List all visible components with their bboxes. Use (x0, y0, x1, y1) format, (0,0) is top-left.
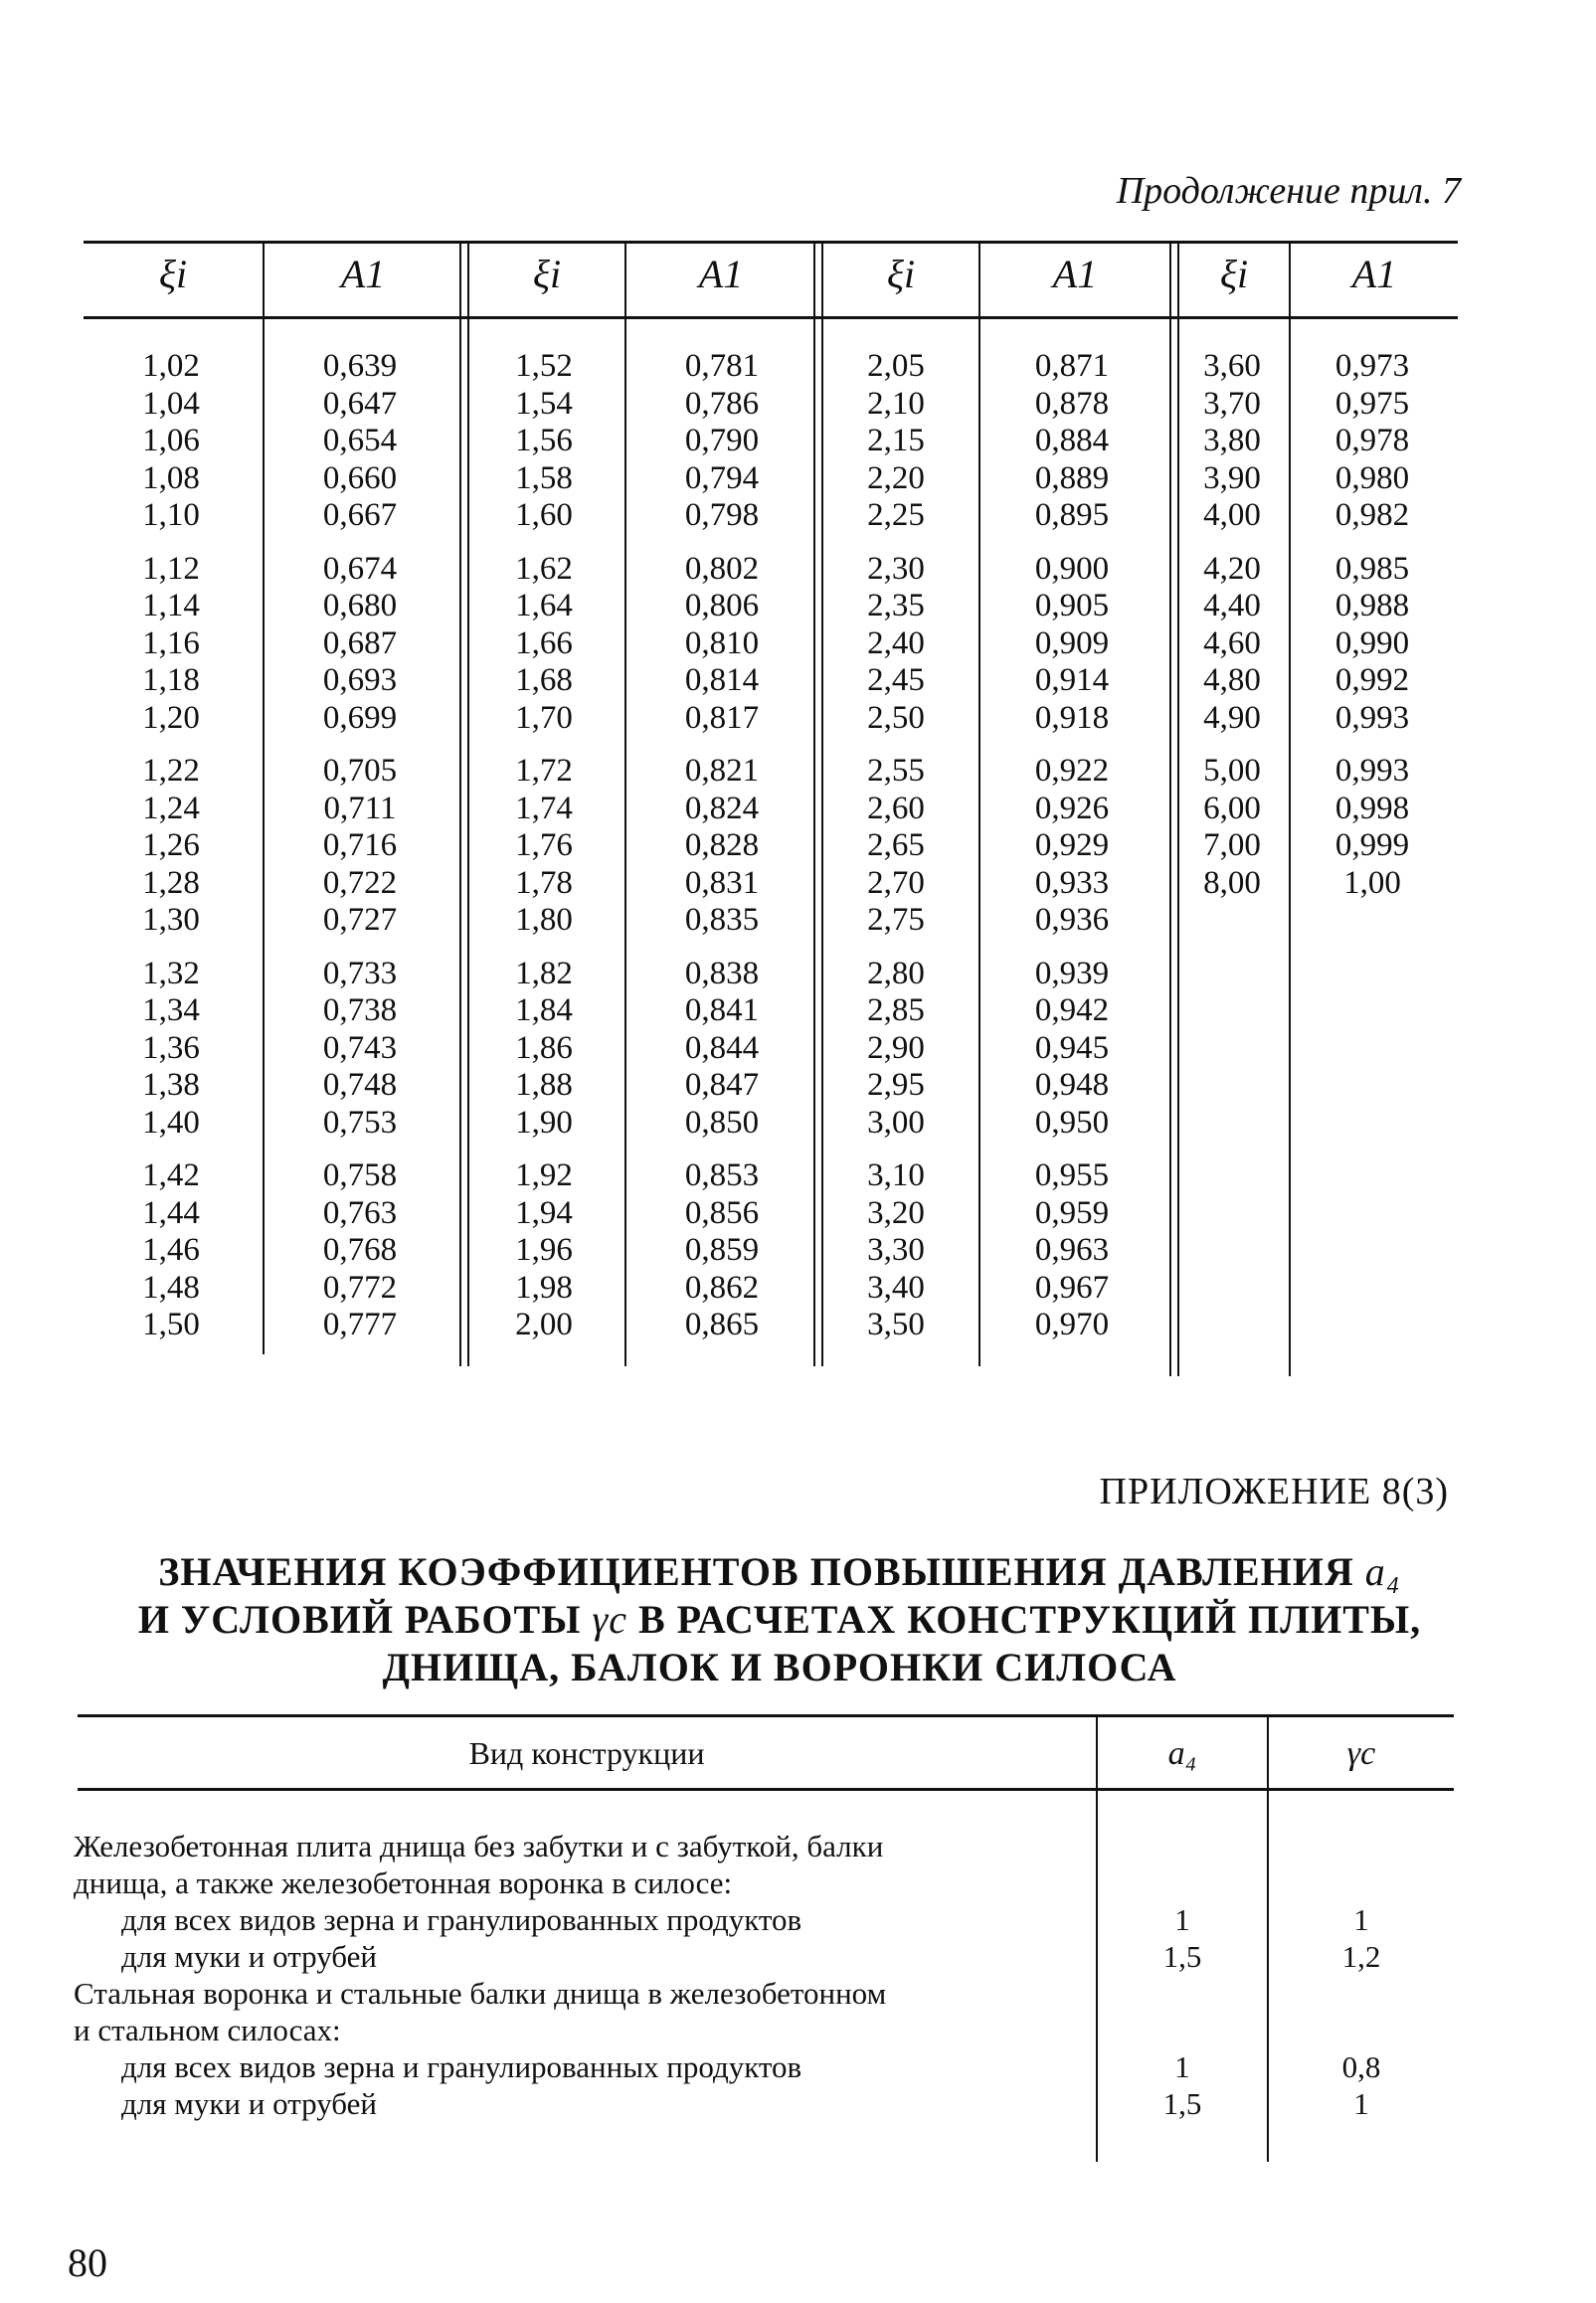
table-cell: 3,70 (1203, 385, 1261, 422)
table-cell: 3,10 (867, 1157, 925, 1193)
table-cell: 0,781 (684, 348, 760, 384)
table-cell: 1,18 (142, 662, 200, 698)
table-cell: 1,92 (515, 1157, 573, 1193)
table-cell: 3,90 (1203, 459, 1261, 496)
header-xi-3: ξi (886, 252, 916, 296)
table-cell: 1,76 (515, 827, 573, 863)
column-a1-4 (1303, 348, 1442, 918)
header-a1-1: A1 (340, 252, 386, 296)
table-cell: 0,942 (1034, 992, 1110, 1028)
gamma-cell (1269, 2012, 1454, 2048)
table-cell: 2,20 (867, 459, 925, 496)
row-group (831, 753, 961, 940)
table-cell: 1,96 (515, 1232, 573, 1268)
column-a1-3 (1002, 348, 1142, 1360)
table-cell: 0,993 (1334, 699, 1410, 736)
table-cell: 3,50 (867, 1307, 925, 1342)
table-cell: 1,78 (515, 864, 573, 901)
table-cell: 0,978 (1334, 423, 1410, 458)
table-cell: 0,998 (1334, 790, 1410, 826)
table-cell: 1,58 (515, 459, 573, 496)
table-cell: 0,926 (1034, 790, 1110, 826)
table-cell: 0,970 (1034, 1307, 1110, 1342)
table-cell: 0,922 (1034, 753, 1110, 789)
table-cell: 1,06 (142, 423, 200, 458)
table-cell: 0,988 (1334, 588, 1410, 623)
row-group (1179, 753, 1285, 902)
header-gamma: γc (1346, 1735, 1376, 1772)
table-cell: 2,15 (867, 423, 925, 458)
row-group (290, 348, 430, 535)
row-group (290, 753, 430, 940)
table-cell: 0,990 (1334, 624, 1410, 661)
table-cell: 2,95 (867, 1067, 925, 1103)
gamma-cell: 0,8 (1341, 2049, 1381, 2084)
row-group (101, 753, 241, 940)
table-cell: 3,60 (1203, 348, 1261, 384)
table-cell: 0,687 (322, 624, 398, 661)
table-cell: 0,772 (322, 1269, 398, 1306)
a4-cell (1098, 2012, 1267, 2048)
appendix-title: ЗНАЧЕНИЯ КОЭФФИЦИЕНТОВ ПОВЫШЕНИЯ ДАВЛЕНИЯ a₄ И УСЛОВИЙ РАБОТЫ γc В РАСЧЕТАХ КОНСТРУКЦИЙ ПЛИТЫ, ДНИЩА, БАЛОК И ВОРОНКИ СИЛОСА (137, 1549, 1422, 1689)
table-cell: 2,45 (867, 662, 925, 698)
table-cell: 1,94 (515, 1194, 573, 1231)
table-cell: 7,00 (1203, 827, 1261, 863)
table-cell: 4,40 (1203, 588, 1261, 623)
column-a1-1 (290, 348, 430, 1360)
table-cell: 0,929 (1034, 827, 1110, 863)
table-cell: 1,12 (142, 550, 200, 587)
table-cell: 0,967 (1034, 1269, 1110, 1306)
table-cell: 2,60 (867, 790, 925, 826)
table-cell: 0,738 (322, 992, 398, 1028)
page-number: 80 (68, 2240, 107, 2285)
table-cell: 0,955 (1034, 1157, 1110, 1193)
continuation-header: Продолжение прил. 7 (1116, 170, 1461, 212)
table-cell: 0,748 (322, 1067, 398, 1103)
table-cell: 0,722 (322, 864, 398, 901)
row-group (652, 753, 792, 940)
row-group (652, 348, 792, 535)
row-group (1303, 753, 1442, 902)
table-cell: 5,00 (1203, 753, 1261, 789)
table-cell: 1,72 (515, 753, 573, 789)
row-group (101, 348, 241, 535)
table-cell: 0,753 (322, 1104, 398, 1141)
table-row-text: для муки и отрубей (121, 1939, 378, 1974)
gamma-cell (1269, 1864, 1454, 1901)
gamma-cell: 1 (1353, 1902, 1369, 1937)
table-cell: 6,00 (1203, 790, 1261, 826)
table-cell: 0,950 (1034, 1104, 1110, 1141)
table-cell: 0,936 (1034, 902, 1110, 938)
column-xi-4 (1179, 348, 1285, 918)
table-cell: 1,34 (142, 992, 200, 1028)
table-cell: 0,853 (684, 1157, 760, 1193)
table-cell: 2,70 (867, 864, 925, 901)
table-cell: 0,895 (1034, 497, 1110, 533)
a4-cell: 1 (1174, 1902, 1190, 1937)
row-group (1002, 956, 1142, 1143)
table-cell: 0,838 (684, 955, 760, 991)
table-cell: 1,48 (142, 1269, 200, 1306)
table-cell: 0,727 (322, 902, 398, 938)
row-group (479, 348, 609, 535)
table-cell: 2,75 (867, 902, 925, 938)
table-cell: 1,20 (142, 699, 200, 736)
table-cell: 1,26 (142, 827, 200, 863)
table-cell: 1,02 (142, 348, 200, 384)
gamma-cell (1269, 1975, 1454, 2012)
table-cell: 4,00 (1203, 497, 1261, 533)
table-cell: 2,50 (867, 699, 925, 736)
table-cell: 0,959 (1034, 1194, 1110, 1231)
table-cell: 2,80 (867, 955, 925, 991)
table-cell: 0,786 (684, 385, 760, 422)
table-cell: 0,889 (1034, 459, 1110, 496)
table-cell: 4,20 (1203, 550, 1261, 587)
table-cell: 0,716 (322, 827, 398, 863)
table-cell: 0,856 (684, 1194, 760, 1231)
table-cell: 0,985 (1334, 550, 1410, 587)
table-cell: 1,28 (142, 864, 200, 901)
a4-cell (1098, 1864, 1267, 1901)
a4-values (1098, 1828, 1267, 2122)
gamma-cell: 1 (1353, 2086, 1369, 2121)
table-cell: 4,80 (1203, 662, 1261, 698)
a4-cell: 1,5 (1162, 2086, 1202, 2121)
table-cell: 0,850 (684, 1104, 760, 1141)
table-row-text: для всех видов зерна и гранулированных продуктов (121, 2049, 802, 2084)
table-cell: 0,980 (1334, 459, 1410, 496)
table-cell: 1,54 (515, 385, 573, 422)
table-cell: 1,68 (515, 662, 573, 698)
table-row-text: и стальном силосах: (74, 2013, 341, 2047)
appendix-label: ПРИЛОЖЕНИЕ 8(3) (1099, 1471, 1449, 1512)
table-cell: 0,865 (684, 1307, 760, 1342)
table-cell: 1,80 (515, 902, 573, 938)
table-cell: 0,993 (1334, 753, 1410, 789)
table-cell: 0,992 (1334, 662, 1410, 698)
table-cell: 2,05 (867, 348, 925, 384)
table-cell: 0,847 (684, 1067, 760, 1103)
table-cell: 0,768 (322, 1232, 398, 1268)
header-a1-2: A1 (698, 252, 744, 296)
table-cell: 0,790 (684, 423, 760, 458)
row-group (831, 956, 961, 1143)
table-cell: 0,639 (322, 348, 398, 384)
table-cell: 1,98 (515, 1269, 573, 1306)
table-cell: 0,814 (684, 662, 760, 698)
table-cell: 3,80 (1203, 423, 1261, 458)
table-cell: 0,821 (684, 753, 760, 789)
table-cell: 1,38 (142, 1067, 200, 1103)
row-group (831, 551, 961, 738)
header-a1-3: A1 (1052, 252, 1098, 296)
table-cell: 1,52 (515, 348, 573, 384)
row-group (479, 753, 609, 940)
table-cell: 0,705 (322, 753, 398, 789)
table-cell: 1,70 (515, 699, 573, 736)
row-group (652, 956, 792, 1143)
column-xi-3 (831, 348, 961, 1360)
column-a1-2 (652, 348, 792, 1360)
table-row-text: для муки и отрубей (121, 2086, 378, 2121)
a4-cell: 1 (1174, 2049, 1190, 2084)
table-cell: 1,24 (142, 790, 200, 826)
table-cell: 0,824 (684, 790, 760, 826)
table-cell: 0,909 (1034, 624, 1110, 661)
table-cell: 0,973 (1334, 348, 1410, 384)
row-group (1002, 551, 1142, 738)
table-cell: 1,60 (515, 497, 573, 533)
table-cell: 0,884 (1034, 423, 1110, 458)
row-group (479, 1157, 609, 1344)
table-cell: 0,878 (1034, 385, 1110, 422)
table-cell: 1,84 (515, 992, 573, 1028)
table-cell: 0,835 (684, 902, 760, 938)
header-xi-4: ξi (1219, 252, 1249, 296)
table-cell: 0,963 (1034, 1232, 1110, 1268)
table-cell: 1,56 (515, 423, 573, 458)
table-cell: 2,90 (867, 1029, 925, 1066)
table-cell: 1,64 (515, 588, 573, 623)
row-group (1002, 1157, 1142, 1344)
table-cell: 0,831 (684, 864, 760, 901)
table-cell: 1,14 (142, 588, 200, 623)
table-cell: 0,945 (1034, 1029, 1110, 1066)
row-group (831, 348, 961, 535)
row-group (101, 1157, 241, 1344)
column-xi-2 (479, 348, 609, 1360)
table-cell: 0,939 (1034, 955, 1110, 991)
row-group (1179, 551, 1285, 738)
table-cell: 0,975 (1334, 385, 1410, 422)
table-cell: 0,999 (1334, 827, 1410, 863)
table-cell: 1,82 (515, 955, 573, 991)
table-cell: 0,654 (322, 423, 398, 458)
table-cell: 2,10 (867, 385, 925, 422)
table-cell: 8,00 (1203, 864, 1261, 901)
header-construction-kind: Вид конструкции (468, 1735, 705, 1771)
table2-top-rule (78, 1714, 1454, 1717)
table-cell: 4,90 (1203, 699, 1261, 736)
table-cell: 1,86 (515, 1029, 573, 1066)
header-a1-4: A1 (1351, 252, 1397, 296)
table-cell: 1,40 (142, 1104, 200, 1141)
table-cell: 1,04 (142, 385, 200, 422)
table-cell: 1,50 (142, 1307, 200, 1342)
table-cell: 1,22 (142, 753, 200, 789)
table-cell: 1,36 (142, 1029, 200, 1066)
table-row-text: Железобетонная плита днища без забутки и с забуткой, балки (74, 1829, 884, 1863)
gamma-values (1269, 1828, 1454, 2122)
table-cell: 4,60 (1203, 624, 1261, 661)
table-cell: 0,862 (684, 1269, 760, 1306)
table-cell: 0,794 (684, 459, 760, 496)
table-cell: 1,44 (142, 1194, 200, 1231)
table-cell: 2,85 (867, 992, 925, 1028)
table-cell: 0,667 (322, 497, 398, 533)
header-xi-1: ξi (158, 252, 188, 296)
table-cell: 2,35 (867, 588, 925, 623)
row-group (652, 551, 792, 738)
row-group (101, 551, 241, 738)
table-cell: 1,74 (515, 790, 573, 826)
table-cell: 0,844 (684, 1029, 760, 1066)
row-group (290, 956, 430, 1143)
header-xi-2: ξi (532, 252, 562, 296)
table-cell: 0,680 (322, 588, 398, 623)
table-cell: 3,40 (867, 1269, 925, 1306)
row-group (1002, 753, 1142, 940)
row-group (290, 1157, 430, 1344)
table-cell: 0,905 (1034, 588, 1110, 623)
a4-cell (1098, 1828, 1267, 1864)
row-group (1303, 348, 1442, 535)
row-group (831, 1157, 961, 1344)
table-cell: 1,42 (142, 1157, 200, 1193)
table-cell: 1,88 (515, 1067, 573, 1103)
construction-descriptions (74, 1828, 1068, 2122)
table-cell: 0,871 (1034, 348, 1110, 384)
table-cell: 0,743 (322, 1029, 398, 1066)
table-cell: 0,802 (684, 550, 760, 587)
table-cell: 0,758 (322, 1157, 398, 1193)
column-xi-1 (101, 348, 241, 1360)
table-cell: 1,46 (142, 1232, 200, 1268)
table-cell: 0,914 (1034, 662, 1110, 698)
a4-cell (1098, 1975, 1267, 2012)
gamma-cell (1269, 1828, 1454, 1864)
table-cell: 2,00 (515, 1307, 573, 1342)
table-cell: 3,20 (867, 1194, 925, 1231)
table-cell: 0,777 (322, 1307, 398, 1342)
table-row-text: для всех видов зерна и гранулированных продуктов (121, 1902, 802, 1937)
table-cell: 0,828 (684, 827, 760, 863)
row-group (1303, 551, 1442, 738)
table-cell: 1,90 (515, 1104, 573, 1141)
table-cell: 0,810 (684, 624, 760, 661)
table-cell: 1,62 (515, 550, 573, 587)
table-cell: 0,900 (1034, 550, 1110, 587)
table-cell: 0,693 (322, 662, 398, 698)
table-row-text: Стальная воронка и стальные балки днища в железобетонном (74, 1976, 887, 2011)
table2-header-rule (78, 1788, 1454, 1791)
table-cell: 0,933 (1034, 864, 1110, 901)
table-cell: 0,711 (323, 790, 397, 826)
table-cell: 1,32 (142, 955, 200, 991)
table-cell: 0,948 (1034, 1067, 1110, 1103)
row-group (290, 551, 430, 738)
table-cell: 0,674 (322, 550, 398, 587)
row-group (652, 1157, 792, 1344)
table-cell: 1,10 (142, 497, 200, 533)
table-cell: 1,66 (515, 624, 573, 661)
table-cell: 0,806 (684, 588, 760, 623)
table-cell: 0,699 (322, 699, 398, 736)
table-cell: 1,30 (142, 902, 200, 938)
row-group (479, 551, 609, 738)
table-cell: 0,859 (684, 1232, 760, 1268)
table-cell: 2,55 (867, 753, 925, 789)
header-a4: a₄ (1167, 1735, 1197, 1772)
table-cell: 0,660 (322, 459, 398, 496)
table-cell: 3,30 (867, 1232, 925, 1268)
table-cell: 0,733 (322, 955, 398, 991)
a4-cell: 1,5 (1162, 1939, 1202, 1974)
table-cell: 0,817 (684, 699, 760, 736)
table-cell: 2,40 (867, 624, 925, 661)
table-cell: 2,30 (867, 550, 925, 587)
row-group (479, 956, 609, 1143)
table-cell: 2,65 (867, 827, 925, 863)
gamma-cell: 1,2 (1341, 1939, 1381, 1974)
table-cell: 0,918 (1034, 699, 1110, 736)
table-cell: 0,841 (684, 992, 760, 1028)
table-cell: 1,16 (142, 624, 200, 661)
table-cell: 3,00 (867, 1104, 925, 1141)
table-cell: 1,00 (1343, 864, 1401, 901)
table-cell: 2,25 (867, 497, 925, 533)
table-cell: 1,08 (142, 459, 200, 496)
row-group (101, 956, 241, 1143)
row-group (1179, 348, 1285, 535)
table-cell: 0,798 (684, 497, 760, 533)
table-cell: 0,982 (1334, 497, 1410, 533)
table-cell: 0,763 (322, 1194, 398, 1231)
table-cell: 0,647 (322, 385, 398, 422)
row-group (1002, 348, 1142, 535)
table-row-text: днища, а также железобетонная воронка в силосе: (74, 1865, 733, 1900)
